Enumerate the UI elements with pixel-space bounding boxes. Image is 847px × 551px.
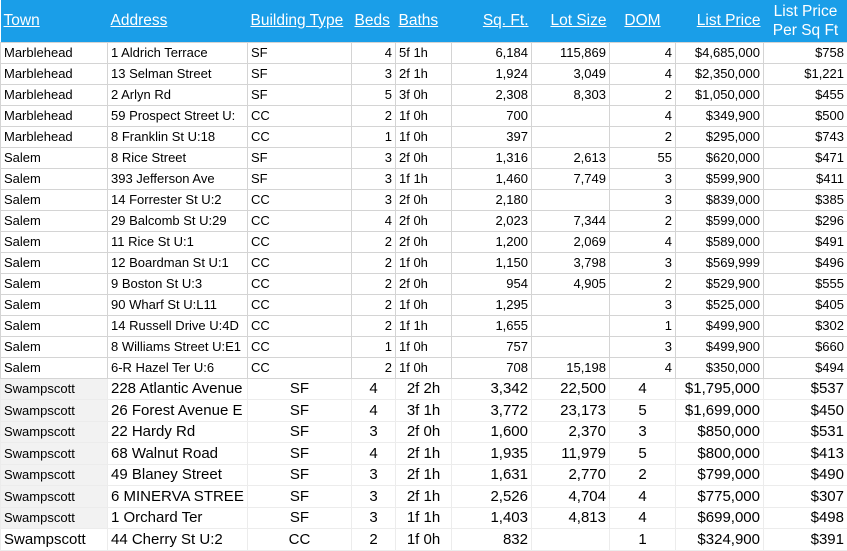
cell-dom[interactable]: 4	[610, 63, 676, 84]
table-row	[1, 105, 847, 126]
cell-dom[interactable]: 2	[610, 84, 676, 105]
header-town[interactable]: Town	[1, 0, 108, 42]
cell-list-price[interactable]: $295,000	[676, 126, 764, 147]
cell-address[interactable]: 68 Walnut Road	[108, 443, 248, 465]
cell-dom[interactable]: 3	[610, 294, 676, 315]
cell-town[interactable]: Swampscott	[1, 421, 108, 443]
cell-address[interactable]: 49 Blaney Street	[108, 464, 248, 486]
cell-sq-ft[interactable]: 2,526	[452, 486, 532, 508]
cell-lot-size[interactable]: 115,869	[532, 42, 610, 63]
cell-sq-ft[interactable]: 1,316	[452, 147, 532, 168]
cell-price-per-sq-ft[interactable]: $302	[764, 315, 847, 336]
cell-building-type[interactable]: SF	[248, 507, 352, 529]
cell-lot-size[interactable]: 11,979	[532, 443, 610, 465]
cell-sq-ft[interactable]: 1,295	[452, 294, 532, 315]
cell-town[interactable]: Swampscott	[1, 529, 108, 551]
cell-lot-size[interactable]: 4,905	[532, 273, 610, 294]
cell-lot-size[interactable]: 2,613	[532, 147, 610, 168]
cell-beds[interactable]: 1	[352, 126, 396, 147]
table-body	[1, 42, 847, 550]
cell-baths[interactable]: 2f 1h	[396, 443, 452, 465]
cell-list-price[interactable]: $349,900	[676, 105, 764, 126]
cell-building-type[interactable]: SF	[248, 378, 352, 400]
cell-sq-ft[interactable]: 700	[452, 105, 532, 126]
cell-beds[interactable]: 3	[352, 147, 396, 168]
cell-list-price[interactable]: $589,000	[676, 231, 764, 252]
table-row	[1, 63, 847, 84]
cell-lot-size[interactable]	[532, 315, 610, 336]
table-row	[1, 231, 847, 252]
cell-dom[interactable]: 2	[610, 210, 676, 231]
cell-address[interactable]: 393 Jefferson Ave	[108, 168, 248, 189]
cell-baths[interactable]: 1f 1h	[396, 168, 452, 189]
cell-address[interactable]: 44 Cherry St U:2	[108, 529, 248, 551]
cell-beds[interactable]: 2	[352, 294, 396, 315]
table-row	[1, 294, 847, 315]
cell-list-price[interactable]: $599,900	[676, 168, 764, 189]
cell-beds[interactable]: 3	[352, 464, 396, 486]
cell-lot-size[interactable]	[532, 105, 610, 126]
cell-building-type[interactable]: CC	[248, 315, 352, 336]
table-row	[1, 336, 847, 357]
cell-town[interactable]: Swampscott	[1, 378, 108, 400]
cell-town[interactable]: Swampscott	[1, 486, 108, 508]
cell-beds[interactable]: 4	[352, 443, 396, 465]
cell-price-per-sq-ft[interactable]: $1,221	[764, 63, 847, 84]
table-row	[1, 421, 847, 443]
cell-sq-ft[interactable]: 1,924	[452, 63, 532, 84]
cell-lot-size[interactable]: 3,049	[532, 63, 610, 84]
cell-beds[interactable]: 1	[352, 336, 396, 357]
cell-sq-ft[interactable]: 1,460	[452, 168, 532, 189]
cell-price-per-sq-ft[interactable]: $405	[764, 294, 847, 315]
cell-dom[interactable]: 3	[610, 189, 676, 210]
cell-lot-size[interactable]	[532, 336, 610, 357]
cell-baths[interactable]: 3f 0h	[396, 84, 452, 105]
cell-lot-size[interactable]: 3,798	[532, 252, 610, 273]
table-row	[1, 210, 847, 231]
cell-beds[interactable]: 3	[352, 507, 396, 529]
cell-town[interactable]: Salem	[1, 252, 108, 273]
cell-lot-size[interactable]: 7,344	[532, 210, 610, 231]
cell-dom[interactable]: 4	[610, 378, 676, 400]
cell-address[interactable]: 14 Russell Drive U:4D	[108, 315, 248, 336]
header-sq-ft[interactable]: Sq. Ft.	[452, 0, 532, 42]
cell-building-type[interactable]: CC	[248, 252, 352, 273]
cell-town[interactable]: Salem	[1, 189, 108, 210]
cell-town[interactable]: Salem	[1, 294, 108, 315]
cell-price-per-sq-ft[interactable]: $537	[764, 378, 847, 400]
cell-baths[interactable]: 2f 0h	[396, 210, 452, 231]
cell-address[interactable]: 12 Boardman St U:1	[108, 252, 248, 273]
cell-sq-ft[interactable]: 1,200	[452, 231, 532, 252]
cell-list-price[interactable]: $2,350,000	[676, 63, 764, 84]
cell-baths[interactable]: 5f 1h	[396, 42, 452, 63]
cell-lot-size[interactable]: 4,704	[532, 486, 610, 508]
cell-lot-size[interactable]: 2,770	[532, 464, 610, 486]
cell-dom[interactable]: 3	[610, 336, 676, 357]
cell-price-per-sq-ft[interactable]: $500	[764, 105, 847, 126]
cell-building-type[interactable]: CC	[248, 126, 352, 147]
cell-baths[interactable]: 2f 0h	[396, 421, 452, 443]
cell-list-price[interactable]: $850,000	[676, 421, 764, 443]
cell-list-price[interactable]: $699,000	[676, 507, 764, 529]
cell-building-type[interactable]: CC	[248, 529, 352, 551]
cell-dom[interactable]: 4	[610, 42, 676, 63]
cell-town[interactable]: Swampscott	[1, 464, 108, 486]
cell-building-type[interactable]: CC	[248, 231, 352, 252]
cell-baths[interactable]: 1f 0h	[396, 126, 452, 147]
cell-building-type[interactable]: SF	[248, 464, 352, 486]
cell-list-price[interactable]: $775,000	[676, 486, 764, 508]
cell-beds[interactable]: 3	[352, 421, 396, 443]
cell-dom[interactable]: 3	[610, 168, 676, 189]
cell-sq-ft[interactable]: 397	[452, 126, 532, 147]
cell-sq-ft[interactable]: 954	[452, 273, 532, 294]
cell-sq-ft[interactable]: 2,308	[452, 84, 532, 105]
cell-dom[interactable]: 1	[610, 315, 676, 336]
cell-price-per-sq-ft[interactable]: $496	[764, 252, 847, 273]
cell-lot-size[interactable]: 8,303	[532, 84, 610, 105]
cell-lot-size[interactable]: 7,749	[532, 168, 610, 189]
table-row	[1, 507, 847, 529]
cell-lot-size[interactable]	[532, 126, 610, 147]
cell-sq-ft[interactable]: 1,935	[452, 443, 532, 465]
cell-beds[interactable]: 2	[352, 529, 396, 551]
cell-dom[interactable]: 5	[610, 400, 676, 422]
cell-dom[interactable]: 4	[610, 507, 676, 529]
table-row	[1, 273, 847, 294]
cell-baths[interactable]: 1f 0h	[396, 252, 452, 273]
cell-price-per-sq-ft[interactable]: $490	[764, 464, 847, 486]
cell-building-type[interactable]: SF	[248, 421, 352, 443]
cell-town[interactable]: Salem	[1, 231, 108, 252]
cell-beds[interactable]: 5	[352, 84, 396, 105]
cell-address[interactable]: 8 Williams Street U:E1	[108, 336, 248, 357]
table-row	[1, 486, 847, 508]
cell-sq-ft[interactable]: 1,150	[452, 252, 532, 273]
cell-sq-ft[interactable]: 757	[452, 336, 532, 357]
cell-building-type[interactable]: SF	[248, 147, 352, 168]
header-beds[interactable]: Beds	[352, 0, 396, 42]
cell-town[interactable]: Salem	[1, 210, 108, 231]
table-row	[1, 147, 847, 168]
cell-price-per-sq-ft[interactable]: $391	[764, 529, 847, 551]
cell-building-type[interactable]: CC	[248, 357, 352, 378]
cell-dom[interactable]: 2	[610, 464, 676, 486]
cell-beds[interactable]: 2	[352, 315, 396, 336]
cell-price-per-sq-ft[interactable]: $450	[764, 400, 847, 422]
table-row	[1, 378, 847, 400]
cell-price-per-sq-ft[interactable]: $491	[764, 231, 847, 252]
cell-lot-size[interactable]	[532, 294, 610, 315]
cell-dom[interactable]: 2	[610, 273, 676, 294]
cell-building-type[interactable]: SF	[248, 400, 352, 422]
table-row	[1, 84, 847, 105]
cell-address[interactable]: 1 Aldrich Terrace	[108, 42, 248, 63]
cell-building-type[interactable]: SF	[248, 486, 352, 508]
cell-address[interactable]: 6-R Hazel Ter U:6	[108, 357, 248, 378]
cell-beds[interactable]: 4	[352, 210, 396, 231]
cell-lot-size[interactable]: 2,069	[532, 231, 610, 252]
table-row	[1, 357, 847, 378]
cell-baths[interactable]: 2f 0h	[396, 189, 452, 210]
cell-address[interactable]: 59 Prospect Street U:	[108, 105, 248, 126]
cell-lot-size[interactable]: 2,370	[532, 421, 610, 443]
cell-dom[interactable]: 4	[610, 486, 676, 508]
cell-price-per-sq-ft[interactable]: $296	[764, 210, 847, 231]
cell-building-type[interactable]: CC	[248, 105, 352, 126]
cell-price-per-sq-ft[interactable]: $498	[764, 507, 847, 529]
cell-sq-ft[interactable]: 3,342	[452, 378, 532, 400]
cell-baths[interactable]: 2f 0h	[396, 147, 452, 168]
cell-town[interactable]: Salem	[1, 315, 108, 336]
table-row	[1, 443, 847, 465]
cell-lot-size[interactable]	[532, 189, 610, 210]
cell-list-price[interactable]: $1,699,000	[676, 400, 764, 422]
cell-list-price[interactable]: $1,050,000	[676, 84, 764, 105]
cell-beds[interactable]: 4	[352, 42, 396, 63]
cell-beds[interactable]: 2	[352, 105, 396, 126]
cell-baths[interactable]: 2f 2h	[396, 378, 452, 400]
cell-sq-ft[interactable]: 2,023	[452, 210, 532, 231]
cell-town[interactable]: Swampscott	[1, 443, 108, 465]
cell-dom[interactable]: 4	[610, 357, 676, 378]
cell-beds[interactable]: 2	[352, 231, 396, 252]
cell-beds[interactable]: 2	[352, 252, 396, 273]
cell-price-per-sq-ft[interactable]: $494	[764, 357, 847, 378]
header-list-price-per-sq-ft[interactable]	[764, 0, 847, 42]
cell-building-type[interactable]: SF	[248, 42, 352, 63]
cell-price-per-sq-ft[interactable]: $411	[764, 168, 847, 189]
cell-sq-ft[interactable]: 1,655	[452, 315, 532, 336]
cell-dom[interactable]: 4	[610, 231, 676, 252]
cell-building-type[interactable]: CC	[248, 294, 352, 315]
cell-list-price[interactable]: $499,900	[676, 336, 764, 357]
cell-building-type[interactable]: CC	[248, 189, 352, 210]
cell-dom[interactable]: 3	[610, 421, 676, 443]
cell-address[interactable]: 14 Forrester St U:2	[108, 189, 248, 210]
cell-beds[interactable]: 3	[352, 63, 396, 84]
cell-baths[interactable]: 1f 0h	[396, 357, 452, 378]
table-row	[1, 529, 847, 551]
cell-dom[interactable]: 4	[610, 105, 676, 126]
cell-dom[interactable]: 1	[610, 529, 676, 551]
table-row	[1, 42, 847, 63]
cell-price-per-sq-ft[interactable]: $555	[764, 273, 847, 294]
cell-address[interactable]: 228 Atlantic Avenue	[108, 378, 248, 400]
cell-price-per-sq-ft[interactable]: $307	[764, 486, 847, 508]
cell-address[interactable]: 13 Selman Street	[108, 63, 248, 84]
cell-town[interactable]: Salem	[1, 273, 108, 294]
cell-price-per-sq-ft[interactable]: $471	[764, 147, 847, 168]
cell-price-per-sq-ft[interactable]: $758	[764, 42, 847, 63]
table-row	[1, 315, 847, 336]
cell-baths[interactable]: 2f 0h	[396, 231, 452, 252]
cell-baths[interactable]: 1f 0h	[396, 294, 452, 315]
cell-building-type[interactable]: SF	[248, 443, 352, 465]
cell-baths[interactable]: 2f 1h	[396, 63, 452, 84]
cell-price-per-sq-ft[interactable]: $743	[764, 126, 847, 147]
table-row	[1, 464, 847, 486]
cell-list-price[interactable]: $839,000	[676, 189, 764, 210]
cell-building-type[interactable]: SF	[248, 63, 352, 84]
table-row	[1, 189, 847, 210]
cell-address[interactable]: 26 Forest Avenue E	[108, 400, 248, 422]
table-row	[1, 252, 847, 273]
cell-beds[interactable]: 3	[352, 189, 396, 210]
table-row	[1, 168, 847, 189]
cell-price-per-sq-ft[interactable]: $413	[764, 443, 847, 465]
cell-list-price[interactable]: $350,000	[676, 357, 764, 378]
header-address[interactable]: Address	[108, 0, 248, 42]
cell-address[interactable]: 29 Balcomb St U:29	[108, 210, 248, 231]
cell-address[interactable]: 11 Rice St U:1	[108, 231, 248, 252]
cell-list-price[interactable]: $529,900	[676, 273, 764, 294]
cell-lot-size[interactable]: 4,813	[532, 507, 610, 529]
cell-address[interactable]: 8 Franklin St U:18	[108, 126, 248, 147]
cell-town[interactable]: Salem	[1, 147, 108, 168]
cell-list-price[interactable]: $799,000	[676, 464, 764, 486]
header-lot-size[interactable]: Lot Size	[532, 0, 610, 42]
cell-sq-ft[interactable]: 1,600	[452, 421, 532, 443]
cell-baths[interactable]: 2f 1h	[396, 464, 452, 486]
cell-dom[interactable]: 55	[610, 147, 676, 168]
header-list-price-per-sq-ft-label: List Price Per Sq Ft	[769, 2, 843, 40]
cell-lot-size[interactable]: 15,198	[532, 357, 610, 378]
cell-baths[interactable]: 1f 0h	[396, 529, 452, 551]
cell-sq-ft[interactable]: 832	[452, 529, 532, 551]
cell-town[interactable]: Marblehead	[1, 42, 108, 63]
cell-address[interactable]: 8 Rice Street	[108, 147, 248, 168]
cell-building-type[interactable]: SF	[248, 84, 352, 105]
cell-list-price[interactable]: $525,000	[676, 294, 764, 315]
cell-building-type[interactable]: CC	[248, 210, 352, 231]
cell-baths[interactable]: 2f 0h	[396, 273, 452, 294]
cell-town[interactable]: Salem	[1, 168, 108, 189]
cell-list-price[interactable]: $800,000	[676, 443, 764, 465]
cell-address[interactable]: 2 Arlyn Rd	[108, 84, 248, 105]
cell-sq-ft[interactable]: 3,772	[452, 400, 532, 422]
cell-lot-size[interactable]: 23,173	[532, 400, 610, 422]
cell-price-per-sq-ft[interactable]: $455	[764, 84, 847, 105]
cell-sq-ft[interactable]: 708	[452, 357, 532, 378]
cell-address[interactable]: 1 Orchard Ter	[108, 507, 248, 529]
cell-price-per-sq-ft[interactable]: $660	[764, 336, 847, 357]
cell-lot-size[interactable]	[532, 529, 610, 551]
cell-price-per-sq-ft[interactable]: $385	[764, 189, 847, 210]
cell-list-price[interactable]: $1,795,000	[676, 378, 764, 400]
cell-building-type[interactable]: SF	[248, 168, 352, 189]
cell-town[interactable]: Marblehead	[1, 105, 108, 126]
cell-beds[interactable]: 2	[352, 357, 396, 378]
cell-address[interactable]: 22 Hardy Rd	[108, 421, 248, 443]
cell-dom[interactable]: 5	[610, 443, 676, 465]
cell-list-price[interactable]: $569,999	[676, 252, 764, 273]
header-building-type[interactable]: Building Type	[248, 0, 352, 42]
cell-baths[interactable]: 1f 0h	[396, 336, 452, 357]
cell-baths[interactable]: 2f 1h	[396, 486, 452, 508]
cell-beds[interactable]: 4	[352, 400, 396, 422]
cell-beds[interactable]: 3	[352, 168, 396, 189]
cell-list-price[interactable]: $499,900	[676, 315, 764, 336]
cell-lot-size[interactable]: 22,500	[532, 378, 610, 400]
cell-dom[interactable]: 3	[610, 252, 676, 273]
cell-town[interactable]: Swampscott	[1, 507, 108, 529]
cell-list-price[interactable]: $324,900	[676, 529, 764, 551]
cell-address[interactable]: 9 Boston St U:3	[108, 273, 248, 294]
cell-town[interactable]: Salem	[1, 336, 108, 357]
cell-price-per-sq-ft[interactable]: $531	[764, 421, 847, 443]
cell-address[interactable]: 90 Wharf St U:L11	[108, 294, 248, 315]
cell-beds[interactable]: 4	[352, 378, 396, 400]
cell-town[interactable]: Marblehead	[1, 126, 108, 147]
cell-sq-ft[interactable]: 6,184	[452, 42, 532, 63]
header-list-price[interactable]: List Price	[676, 0, 764, 42]
cell-baths[interactable]: 1f 1h	[396, 507, 452, 529]
table-row	[1, 126, 847, 147]
cell-building-type[interactable]: CC	[248, 273, 352, 294]
header-row	[1, 0, 847, 42]
cell-town[interactable]: Marblehead	[1, 84, 108, 105]
header-baths[interactable]: Baths	[396, 0, 452, 42]
cell-sq-ft[interactable]: 1,403	[452, 507, 532, 529]
cell-baths[interactable]: 3f 1h	[396, 400, 452, 422]
cell-beds[interactable]: 2	[352, 273, 396, 294]
cell-baths[interactable]: 1f 0h	[396, 105, 452, 126]
cell-beds[interactable]: 3	[352, 486, 396, 508]
cell-building-type[interactable]: CC	[248, 336, 352, 357]
table-row	[1, 400, 847, 422]
cell-sq-ft[interactable]: 2,180	[452, 189, 532, 210]
cell-list-price[interactable]: $4,685,000	[676, 42, 764, 63]
cell-town[interactable]: Marblehead	[1, 63, 108, 84]
cell-town[interactable]: Swampscott	[1, 400, 108, 422]
cell-town[interactable]: Salem	[1, 357, 108, 378]
cell-list-price[interactable]: $620,000	[676, 147, 764, 168]
cell-list-price[interactable]: $599,000	[676, 210, 764, 231]
cell-address[interactable]: 6 MINERVA STREE	[108, 486, 248, 508]
header-dom[interactable]: DOM	[610, 0, 676, 42]
cell-dom[interactable]: 2	[610, 126, 676, 147]
cell-baths[interactable]: 1f 1h	[396, 315, 452, 336]
cell-sq-ft[interactable]: 1,631	[452, 464, 532, 486]
